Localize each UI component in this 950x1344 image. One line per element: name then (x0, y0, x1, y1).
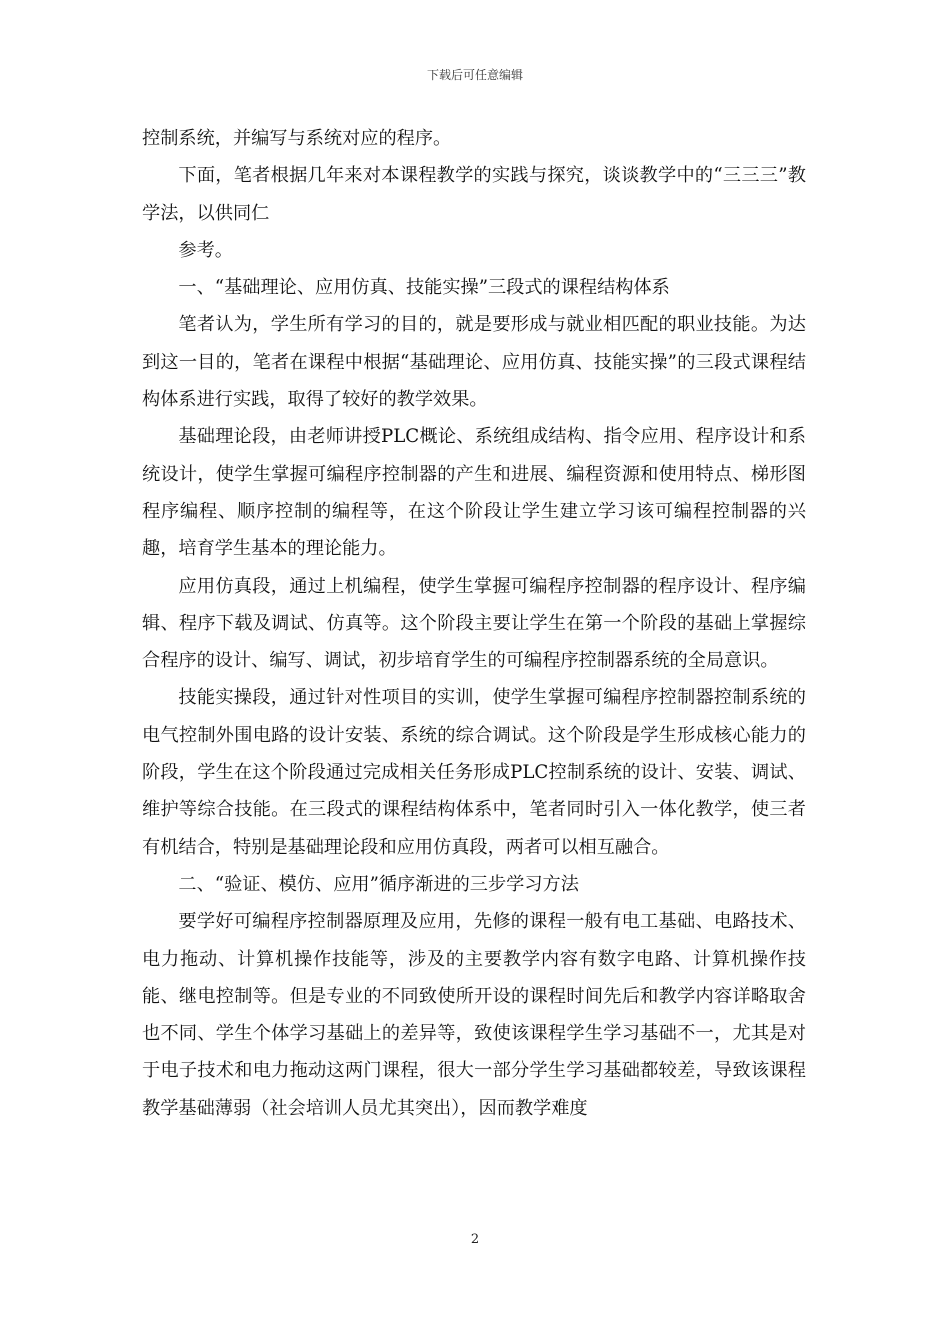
paragraph-3: 参考。 (178, 239, 233, 261)
paragraph-5: 基础理论段，由老师讲授PLC概论、系统组成结构、指令应用、程序设计和系统设计，使学生掌握可编程序控制器的产生和进展、编程资源和使用特点、梯形图程序编程、顺序控制的编程等，在这个阶段让学生建立学习该可编程控制器的兴趣，培育学生基本的理论能力。 (142, 426, 806, 560)
section-heading-1: 一、“基础理论、应用仿真、技能实操”三段式的课程结构体系 (178, 277, 670, 299)
document-body (142, 120, 806, 1127)
paragraph-8: 要学好可编程序控制器原理及应用，先修的课程一般有电工基础、电路技术、电力拖动、计算机操作技能等，涉及的主要教学内容有数字电路、计算机操作技能、继电控制等。但是专业的不同致使所开设的课程时间先后和教学内容详略取舍也不同、学生个体学习基础上的差异等，致使该课程学生学习基础不一，尤其是对于电子技术和电力拖动这两门课程，很大一部分学生学习基础都较差，导致该课程教学基础薄弱（社会培训人员尤其突出），因而教学难度 (142, 911, 806, 1119)
section-heading-2: 二、“验证、模仿、应用”循序渐进的三步学习方法 (178, 873, 579, 895)
paragraph-4: 笔者认为，学生所有学习的目的，就是要形成与就业相匹配的职业技能。为达到这一目的，笔者在课程中根据“基础理论、应用仿真、技能实操”的三段式课程结构体系进行实践，取得了较好的教学效果。 (142, 314, 806, 411)
paragraph-7: 技能实操段，通过针对性项目的实训，使学生掌握可编程序控制器控制系统的电气控制外围电路的设计安装、系统的综合调试。这个阶段是学生形成核心能力的阶段，学生在这个阶段通过完成相关任务形成PLC控制系统的设计、安装、调试、维护等综合技能。在三段式的课程结构体系中，笔者同时引入一体化教学，使三者有机结合，特别是基础理论段和应用仿真段，两者可以相互融合。 (142, 687, 806, 858)
page-number: 2 (470, 1232, 480, 1247)
paragraph-2: 下面，笔者根据几年来对本课程教学的实践与探究，谈谈教学中的“三三三”教学法，以供同仁 (142, 165, 806, 224)
paragraph-1: 控制系统，并编写与系统对应的程序。 (142, 128, 452, 149)
page-header: 下载后可任意编辑 (426, 68, 523, 82)
paragraph-6: 应用仿真段，通过上机编程，使学生掌握可编程序控制器的程序设计、程序编辑、程序下载及调试、仿真等。这个阶段主要让学生在第一个阶段的基础上掌握综合程序的设计、编写、调试，初步培育学生的可编程序控制器系统的全局意识。 (142, 575, 806, 672)
